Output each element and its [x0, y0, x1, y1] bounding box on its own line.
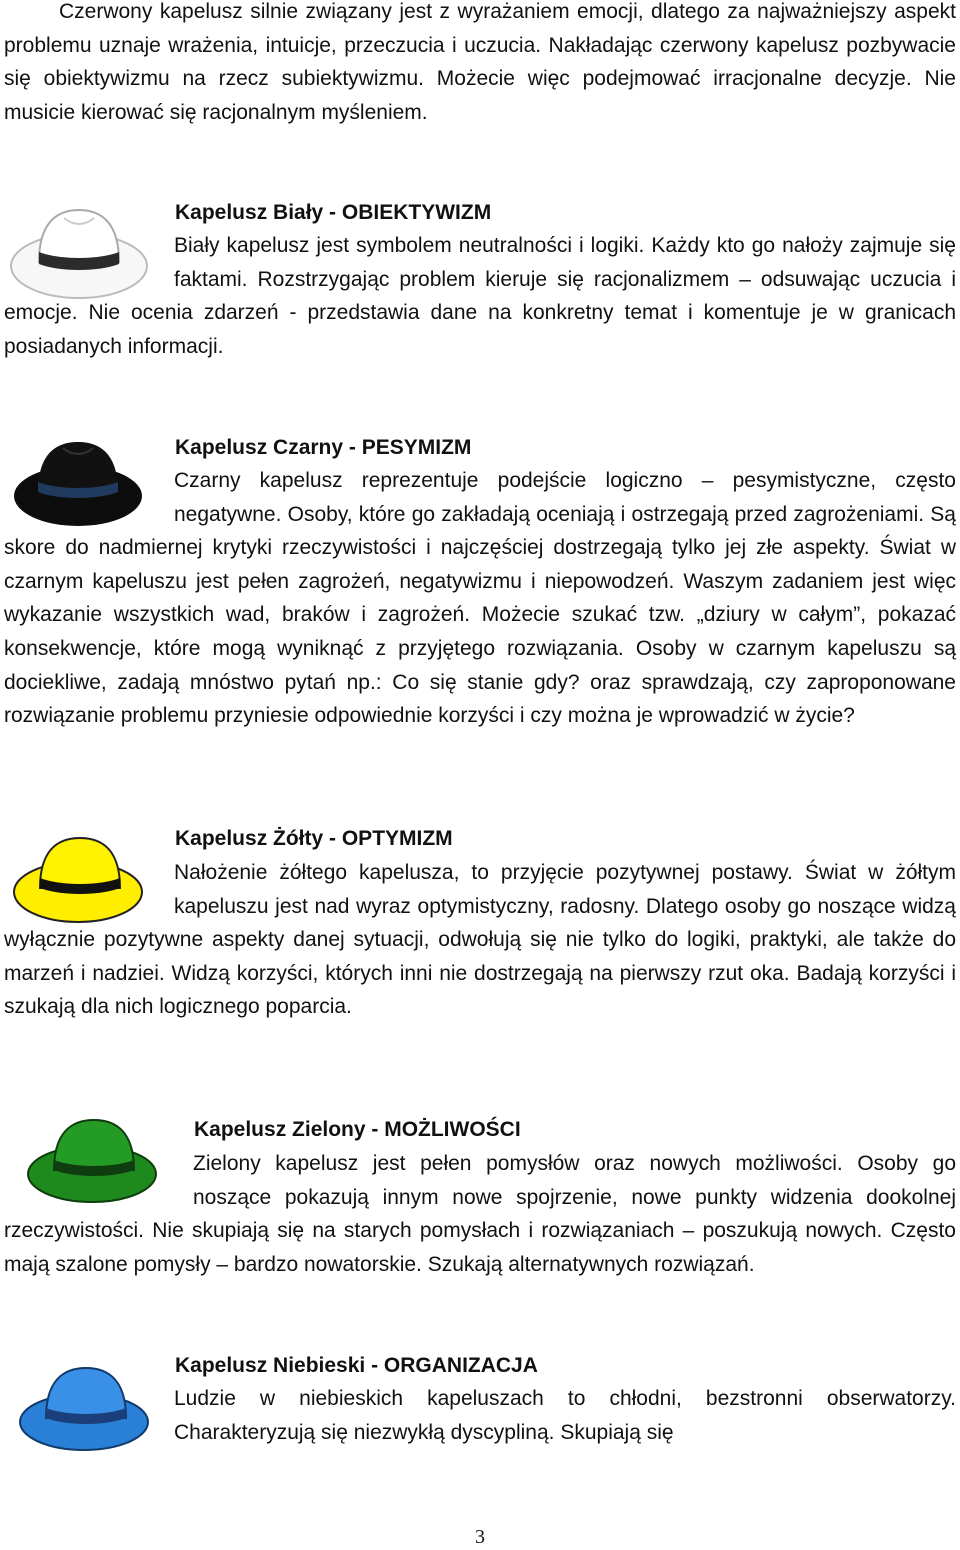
green-hat-float-spacer — [4, 1147, 193, 1214]
body-green-hat — [4, 1147, 956, 1281]
black-hat-float-spacer — [4, 464, 174, 531]
yellow-hat-float-spacer — [4, 856, 174, 923]
body-black-hat-text: Czarny kapelusz reprezentuje podejście logiczno – pesymistyczne, często negatywne. Osoby, które go zakładają oceniają i ostrzegają przed zagrożeniami. Są skore do nadmiernej krytyki rzeczywistości i najczęściej dostrzegają tylko jej złe aspekty. Świat w czarnym kapeluszu jest pełen zagrożeń, negatywizmu i niepowodzeń. Waszym zadaniem jest więc wykazanie wszystkich wad, braków i zagrożeń. Możecie szukać tzw. „dziury w całym”, pokazać konsekwencje, które mogą wyniknąć z przyjętego rozwiązania. Osoby w czarnym kapeluszu są dociekliwe, zadają mnóstwo pytań np.: Co się stanie gdy? oraz sprawdzają, czy zaproponowane rozwiązanie problemu przyniesie odpowiednie korzyści i czy można je wprowadzić w życie? — [4, 469, 956, 728]
heading-white-hat: Kapelusz Biały - OBIEKTYWIZM — [175, 201, 492, 224]
page-number: 3 — [475, 1526, 485, 1548]
body-blue-hat-text: Ludzie w niebieskich kapeluszach to chłodni, bezstronni obserwatorzy. Charakteryzują się niezwykłą dyscypliną. Skupiają się — [174, 1387, 956, 1444]
body-black-hat — [4, 464, 956, 733]
heading-blue-hat: Kapelusz Niebieski - ORGANIZACJA — [175, 1354, 538, 1377]
body-green-hat-text: Zielony kapelusz jest pełen pomysłów oraz nowych możliwości. Osoby go noszące pokazują innym nowe spojrzenie, nowe punkty widzenia dookolnej rzeczywistości. Nie skupiają się na starych pomysłach i rozwiązaniach – poszukują nowych. Często mają szalone pomysły – bardzo nowatorskie. Szukają alternatywnych rozwiązań. — [4, 1152, 956, 1276]
body-yellow-hat-text: Nałożenie żółtego kapelusza, to przyjęcie pozytywnej postawy. Świat w żółtym kapeluszu jest nad wyraz optymistyczny, radosny. Dlatego osoby go noszące widzą wyłącznie pozytywne aspekty danej sytuacji, odwołują się nie tylko do logiki, praktyki, ale także do marzeń i nadziei. Widzą korzyści, których inni nie dostrzegają na pierwszy rzut oka. Badają korzyści i szukają dla nich logicznego poparcia. — [4, 861, 956, 1019]
heading-black-hat: Kapelusz Czarny - PESYMIZM — [175, 436, 472, 459]
body-white-hat — [4, 229, 956, 363]
body-white-hat-text: Biały kapelusz jest symbolem neutralności i logiki. Każdy kto go nałoży zajmuje się faktami. Rozstrzygając problem kieruje się racjonalizmem – odsuwając uczucia i emocje. Nie ocenia zdarzeń - przedstawia dane na konkretny temat i komentuje je w granicach posiadanych informacji. — [4, 234, 956, 358]
heading-yellow-hat: Kapelusz Żółty - OPTYMIZM — [175, 827, 453, 850]
body-blue-hat — [4, 1382, 956, 1449]
heading-green-hat: Kapelusz Zielony - MOŻLIWOŚCI — [194, 1118, 521, 1141]
intro-red-paragraph: Czerwony kapelusz silnie związany jest z wyrażaniem emocji, dlatego za najważniejszy aspekt problemu uznaje wrażenia, intuicje, przeczucia i uczucia. Nakładając czerwony kapelusz pozbywacie się obiektywizmu na rzecz subiektywizmu. Możecie więc podejmować irracjonalne decyzje. Nie musicie kierować się racjonalnym myśleniem. — [4, 0, 956, 124]
body-yellow-hat — [4, 856, 956, 1024]
blue-hat-float-spacer — [4, 1382, 174, 1449]
